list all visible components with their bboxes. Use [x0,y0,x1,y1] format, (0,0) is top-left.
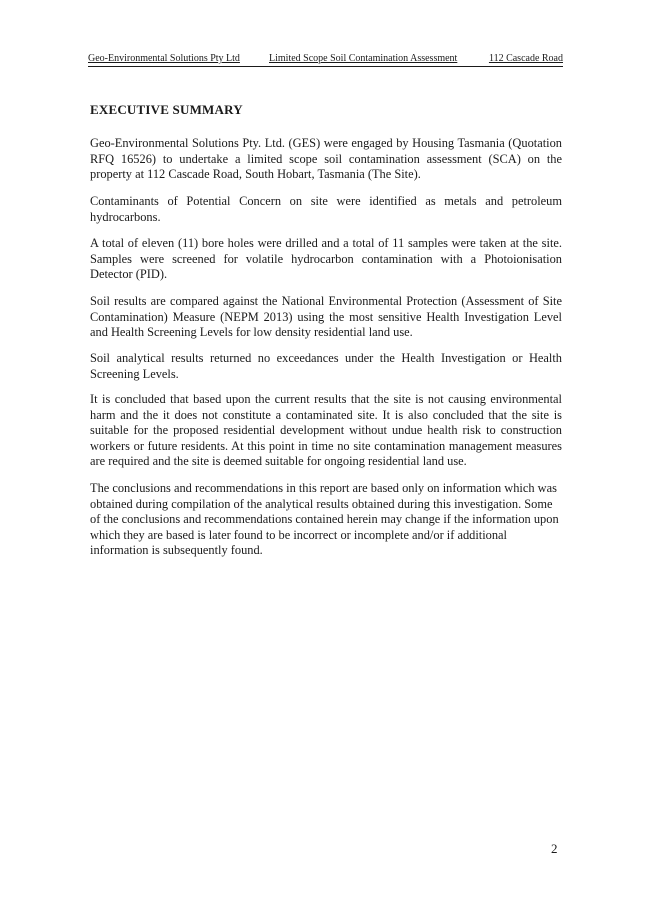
section-title: EXECUTIVE SUMMARY [90,102,243,117]
header-address: 112 Cascade Road [488,53,563,64]
paragraph-engagement: Geo-Environmental Solutions Pty. Ltd. (GES) were engaged by Housing Tasmania (Quotation RFQ 16526) to undertake a limited scope soil contamination assessment (SCA) on the property at 112 Cascade Road, South Hobart, Tasmania (The Site). [90,136,562,182]
paragraph-sampling: A total of eleven (11) bore holes were drilled and a total of 11 samples were taken at the site. Samples were screened for volatile hydrocarbon contamination with a Photoionisation Detector (PID). [90,236,562,282]
page-header [88,53,563,67]
paragraph-contaminants: Contaminants of Potential Concern on site were identified as metals and petroleum hydrocarbons. [90,194,562,224]
paragraph-limitations: The conclusions and recommendations in this report are based only on information which was obtained during compilation of the analytical results obtained during this investigation. Some of the conclusions and recommendations contained herein may change if the information upon which they are based is later found to be incorrect or incomplete and/or if additional information is subsequently found. [90,481,559,558]
paragraph-conclusion: It is concluded that based upon the current results that the site is not causing environmental harm and the it does not constitute a contaminated site. It is also concluded that the site is suitable for the proposed residential development without undue health risk to construction workers or future residents. At this point in time no site contamination management measures are required and the site is deemed suitable for ongoing residential land use. [90,392,562,469]
header-company: Geo-Environmental Solutions Pty Ltd [88,53,240,64]
page-number: 2 [551,841,558,856]
header-report-title: Limited Scope Soil Contamination Assessment [269,53,458,64]
paragraph-results: Soil analytical results returned no exceedances under the Health Investigation or Health Screening Levels. [90,351,562,381]
paragraph-comparison: Soil results are compared against the National Environmental Protection (Assessment of Site Contamination) Measure (NEPM 2013) using the most sensitive Health Investigation Level and Health Screening Levels for low density residential land use. [90,294,562,340]
